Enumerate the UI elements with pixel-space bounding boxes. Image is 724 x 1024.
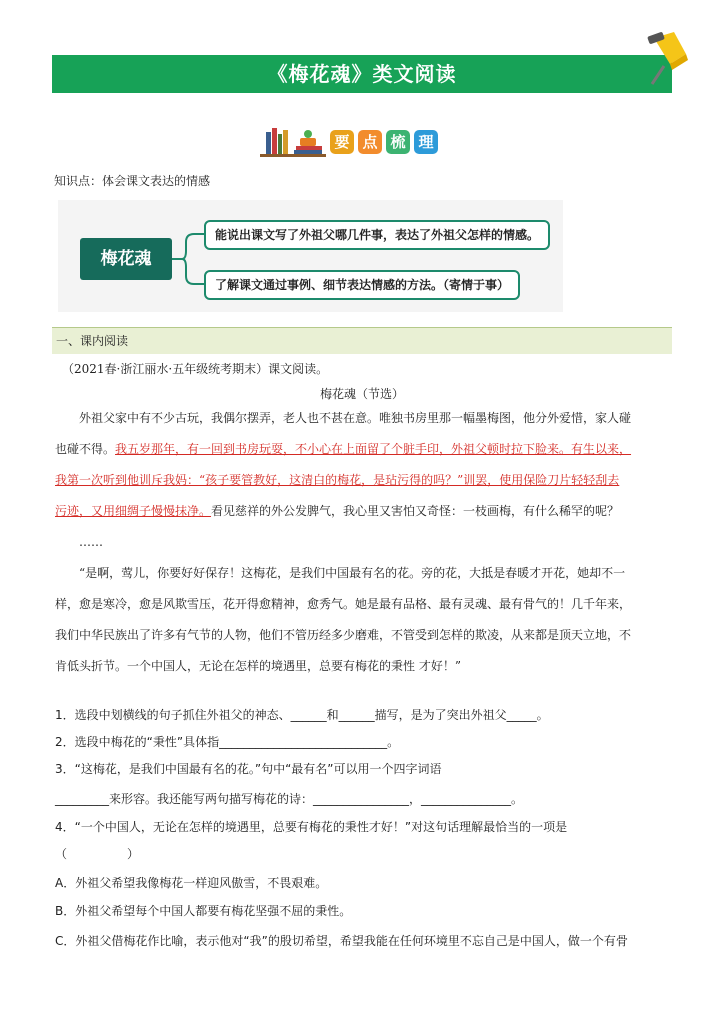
pushpin-icon [640,28,690,86]
mind-map-root: 梅花魂 [80,238,172,280]
knowledge-point: 知识点：体会课文表达的情感 [54,174,211,188]
passage-line: 肯低头折节。一个中国人，无论在怎样的境遇里，总要有梅花的秉性 才好！” [55,659,461,673]
option-b: B．外祖父希望每个中国人都要有梅花坚强不屈的秉性。 [55,904,352,918]
mind-map-leaf-2: 了解课文通过事例、细节表达情感的方法。（寄情于事） [204,270,520,300]
passage-line: 我们中华民族出了许多有气节的人物，他们不管历经多少磨难，不管受到怎样的欺凌，从来都是顶天立地，不 [55,628,632,642]
question-4: 4．“一个中国人，无论在怎样的境遇里，总要有梅花的秉性才好！”对这句话理解最恰当的一项是 [55,820,568,834]
question-source: （2021春·浙江丽水·五年级统考期末）课文阅读。 [62,362,329,376]
passage [55,403,675,682]
passage-text: 也碰不得。 [55,442,116,456]
page-title: 《梅花魂》类文阅读 [52,55,672,93]
passage-ellipsis: …… [79,535,103,549]
key-points-banner [258,124,448,158]
question-2: 2．选段中梅花的“秉性”具体指____________________________。 [55,735,400,749]
question-3: 3．“这梅花，是我们中国最有名的花。”句中“最有名”可以用一个四字词语 [55,762,442,776]
key-char-2: 点 [358,130,382,154]
underlined-sentence: 我第一次听到他训斥我妈：“孩子要管教好，这清白的梅花，是玷污得的吗？”训罢，使用保险刀片轻轻刮去 [55,473,620,487]
mind-map [58,200,563,312]
question-3-blanks: _________来形容。我还能写两句描写梅花的诗：________________，_______________。 [55,792,524,806]
passage-line [55,465,675,496]
passage-line: “是啊，莺儿，你要好好保存！这梅花，是我们中国最有名的花。旁的花，大抵是春暖才开花，她却不一 [79,566,626,580]
option-a: A．外祖父希望我像梅花一样迎风傲雪，不畏艰难。 [55,876,328,890]
underlined-sentence: 我五岁那年，有一回到书房玩耍，不小心在上面留了个脏手印，外祖父顿时拉下脸来。有生以来， [115,442,632,456]
mind-map-leaf-1: 能说出课文写了外祖父哪几件事，表达了外祖父怎样的情感。 [204,220,550,250]
passage-line [55,434,675,465]
option-c: C．外祖父借梅花作比喻，表示他对“我”的殷切希望，希望我能在任何环境里不忘自己是中国人，做一个有骨 [55,934,628,948]
books-icon [258,124,328,158]
section-header: 一、课内阅读 [52,327,672,354]
passage-line: 样，愈是寒冷，愈是风欺雪压，花开得愈精神，愈秀气。她是最有品格、最有灵魂、最有骨气的！几千年来， [55,597,632,611]
passage-line [55,496,675,527]
question-1: 1．选段中划横线的句子抓住外祖父的神态、______和______描写，是为了突出外祖父_____。 [55,708,549,722]
key-char-4: 理 [414,130,438,154]
answer-parentheses: （ ） [55,847,140,861]
key-char-3: 梳 [386,130,410,154]
key-char-1: 要 [330,130,354,154]
passage-line: 外祖父家中有不少古玩，我偶尔摆弄，老人也不甚在意。唯独书房里那一幅墨梅图，他分外爱惜，家人碰 [79,411,632,425]
passage-text: 看见慈祥的外公发脾气，我心里又害怕又奇怪：一枝画梅，有什么稀罕的呢？ [211,504,620,518]
underlined-sentence: 污迹，又用细绸子慢慢抹净。 [55,504,212,518]
passage-title: 梅花魂（节选） [319,387,404,401]
